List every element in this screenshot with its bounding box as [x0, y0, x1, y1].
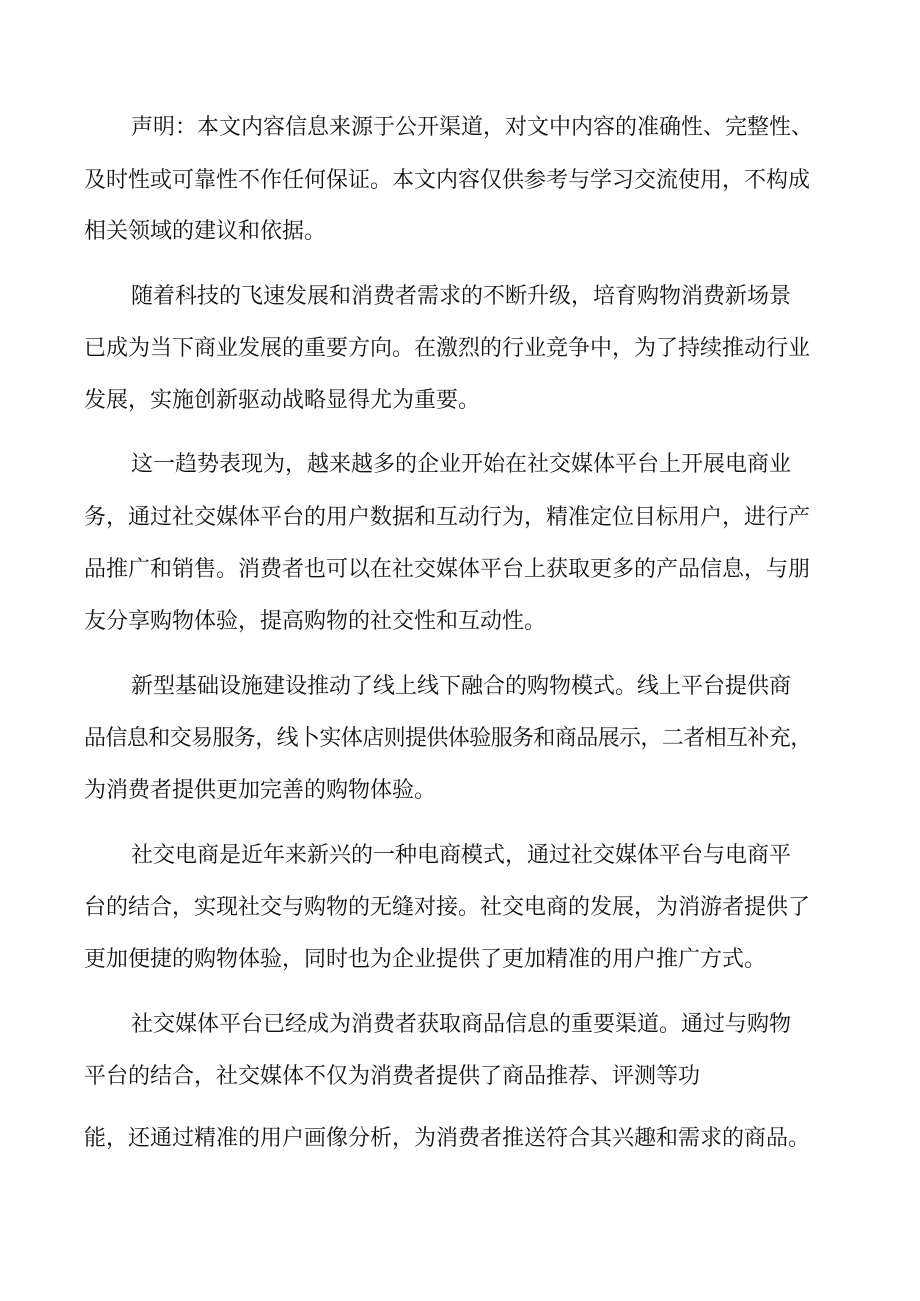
social-media-trend-line-3: 品推广和销售。消费者也可以在社交媒体平台上获取更多的产品信息，与朋 — [84, 557, 811, 582]
info-channel-line-3: 能，还通过精准的用户画像分析，为消费者推送符合其兴趣和需求的商品。 — [84, 1126, 811, 1151]
social-ecommerce-line-2: 台的结合，实现社交与购物的无缝对接。社交电商的发展，为消游者提供了 — [84, 895, 811, 920]
info-channel-line-2: 平台的结合，社交媒体不仅为消费者提供了商品推荐、评测等功 — [84, 1064, 701, 1089]
tech-development-line-1: 随着科技的飞速发展和消费者需求的不断升级，培育购物消费新场景 — [131, 284, 792, 309]
online-offline-line-3: 为消费者提供更加完善的购物体验。 — [84, 778, 437, 803]
social-media-trend-line-1: 这一趋势表现为，越来越多的企业开始在社交媒体平台上开展电商业 — [131, 452, 792, 477]
disclaimer-line-2: 及时性或可靠性不作任何保证。本文内容仅供参考与学习交流使用，不构成 — [84, 168, 811, 193]
social-media-trend-line-2: 务，通过社交媒体平台的用户数据和互动行为，精准定位目标用户，进行产 — [84, 505, 811, 530]
social-media-trend-line-4: 友分享购物体验，提高购物的社交性和互动性。 — [84, 609, 547, 634]
tech-development-line-2: 已成为当下商业发展的重要方向。在激烈的行业竞争中，为了持续推动行业 — [84, 336, 811, 361]
online-offline-line-2: 品信息和交易服务，线卜实体店则提供体验服务和商品展示，二者相互补充， — [84, 726, 812, 751]
social-ecommerce-line-3: 更加便捷的购物体验，同时也为企业提供了更加精准的用户推广方式。 — [84, 947, 767, 972]
social-ecommerce-line-1: 社交电商是近年来新兴的一种电商模式，通过社交媒体平台与电商平 — [131, 843, 792, 868]
disclaimer-line-1: 声明：本文内容信息来源于公开渠道，对文中内容的准确性、完整性、 — [131, 115, 814, 140]
tech-development-line-3: 发展，实施创新驱动战略显得尤为重要。 — [84, 388, 481, 413]
online-offline-line-1: 新型基础设施建设推动了线上线下融合的购物模式。线上平台提供商 — [131, 674, 792, 699]
info-channel-line-1: 社交媒体平台已经成为消费者获取商品信息的重要渠道。通过与购物 — [131, 1012, 792, 1037]
disclaimer-line-3: 相关领域的建议和依据。 — [84, 219, 327, 244]
